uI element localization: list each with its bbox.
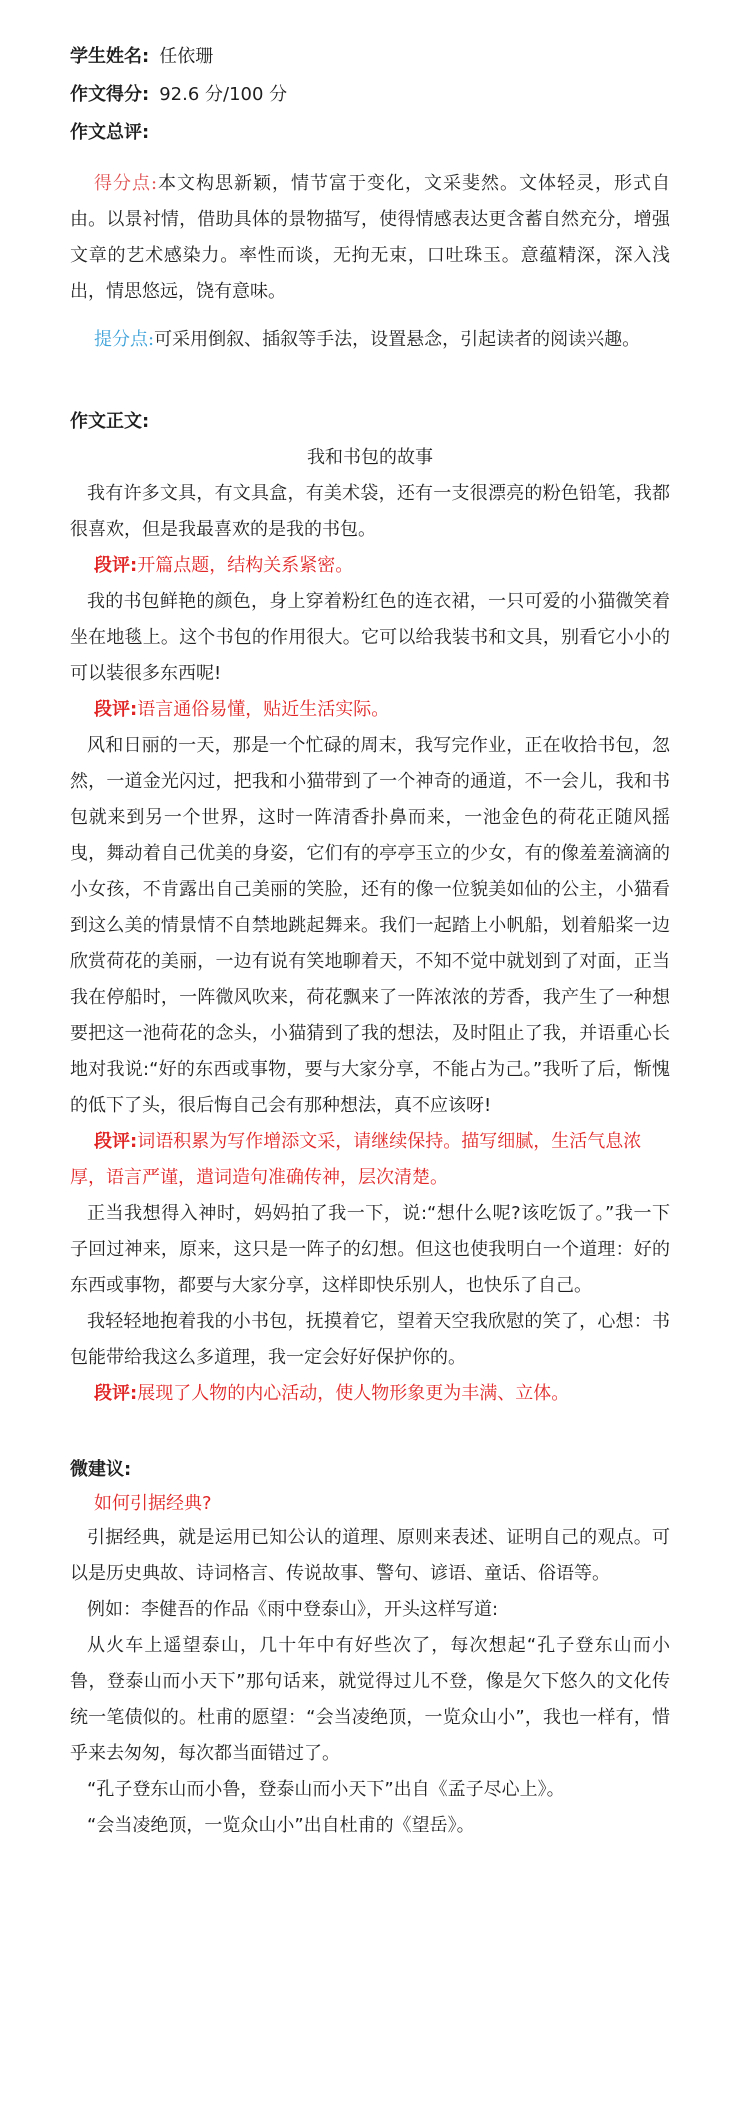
essay-section-heading: 作文正文: — [70, 411, 150, 432]
comment-label: 段评: — [94, 1383, 138, 1404]
essay-paragraph: 我的书包鲜艳的颜色，身上穿着粉红色的连衣裙，一只可爱的小猫微笑着坐在地毯上。这个书包的作用很大。它可以给我装书和文具，别看它小小的可以装很多东西呢! — [70, 591, 670, 684]
tip-paragraph: “会当凌绝顶，一览众山小”出自杜甫的《望岳》。 — [87, 1815, 475, 1836]
essay-title: 我和书包的故事 — [307, 447, 433, 468]
paragraph-comment — [70, 1124, 670, 1196]
score-value: 92.6 分/100 分 — [159, 84, 288, 105]
tips-section-heading: 微建议: — [70, 1459, 132, 1480]
essay-paragraph: 正当我想得入神时，妈妈拍了我一下，说:“想什么呢?该吃饭了。”我一下子回过神来，原来，这只是一阵子的幻想。但这也使我明白一个道理：好的东西或事物，都要与大家分享，这样即快乐别人，也快乐了自己。 — [70, 1203, 670, 1296]
comment-label: 段评: — [94, 555, 138, 576]
improve-text: 可采用倒叙、插叙等手法，设置悬念，引起读者的阅读兴趣。 — [154, 329, 641, 350]
paragraph-comment — [70, 692, 670, 728]
student-name: 任依珊 — [159, 46, 214, 67]
review-label: 作文总评: — [70, 122, 150, 143]
strength-text: 本文构思新颖，情节富于变化，文采斐然。文体轻灵，形式自由。以景衬情，借助具体的景物描写，使得情感表达更含蓄自然充分，增强文章的艺术感染力。率性而谈，无拘无束，口吐珠玉。意蕴精深，深入浅出，情思悠远，饶有意味。 — [70, 173, 670, 302]
review-line — [70, 114, 670, 152]
student-name-label: 学生姓名: — [70, 46, 150, 67]
strength-label: 得分点: — [94, 173, 158, 194]
tip-paragraph: 引据经典，就是运用已知公认的道理、原则来表述、证明自己的观点。可以是历史典故、诗词格言、传说故事、警句、谚语、童话、俗语等。 — [70, 1527, 670, 1584]
essay-paragraph: 风和日丽的一天，那是一个忙碌的周末，我写完作业，正在收拾书包，忽然，一道金光闪过，把我和小猫带到了一个神奇的通道，不一会儿，我和书包就来到另一个世界，这时一阵清香扑鼻而来，一池金色的荷花正随风摇曳，舞动着自己优美的身姿，它们有的亭亭玉立的少女，有的像羞羞滴滴的小女孩，不肯露出自己美丽的笑脸，还有的像一位貌美如仙的公主，小猫看到这么美的情景情不自禁地跳起舞来。我们一起踏上小帆船，划着船桨一边欣赏荷花的美丽，一边有说有笑地聊着天，不知不觉中就划到了对面，正当我在停船时，一阵微风吹来，荷花飘来了一阵浓浓的芳香，我产生了一种想要把这一池荷花的念头，小猫猜到了我的想法，及时阻止了我，并语重心长地对我说:“好的东西或事物，要与大家分享，不能占为己。”我听了后，惭愧的低下了头，很后悔自己会有那种想法，真不应该呀! — [70, 735, 670, 1116]
comment-label: 段评: — [94, 699, 138, 720]
paragraph-comment — [70, 1376, 670, 1412]
comment-text: 词语积累为写作增添文采，请继续保持。描写细腻，生活气息浓厚，语言严谨，遣词造句准确传神，层次清楚。 — [70, 1131, 642, 1188]
comment-label: 段评: — [94, 1131, 138, 1152]
essay-paragraph: 我轻轻地抱着我的小书包，抚摸着它，望着天空我欣慰的笑了，心想：书包能带给我这么多道理，我一定会好好保护你的。 — [70, 1311, 670, 1368]
tip-paragraph: 从火车上遥望泰山，几十年中有好些次了，每次想起“孔子登东山而小鲁，登泰山而小天下”那句话来，就觉得过儿不登，像是欠下悠久的文化传统一笔债似的。杜甫的愿望：“会当凌绝顶，一览众山小”，我也一样有，惜乎来去匆匆，每次都当面错过了。 — [70, 1635, 670, 1764]
improve-block — [70, 322, 670, 358]
tip-paragraph: “孔子登东山而小鲁，登泰山而小天下”出自《孟子尽心上》。 — [87, 1779, 565, 1800]
tip-paragraph: 例如：李健吾的作品《雨中登泰山》，开头这样写道: — [87, 1599, 499, 1620]
comment-text: 展现了人物的内心活动，使人物形象更为丰满、立体。 — [137, 1383, 570, 1404]
strength-block — [70, 166, 670, 310]
essay-paragraph: 我有许多文具，有文具盒，有美术袋，还有一支很漂亮的粉色铅笔，我都很喜欢，但是我最喜欢的是我的书包。 — [70, 483, 670, 540]
score-label: 作文得分: — [70, 84, 150, 105]
paragraph-comment — [70, 548, 670, 584]
tip-title: 如何引据经典? — [94, 1493, 212, 1514]
score-line — [70, 76, 670, 114]
comment-text: 开篇点题，结构关系紧密。 — [137, 555, 354, 576]
student-name-line — [70, 38, 670, 76]
document-page — [70, 38, 670, 1844]
comment-text: 语言通俗易懂，贴近生活实际。 — [137, 699, 390, 720]
improve-label: 提分点: — [94, 329, 155, 350]
